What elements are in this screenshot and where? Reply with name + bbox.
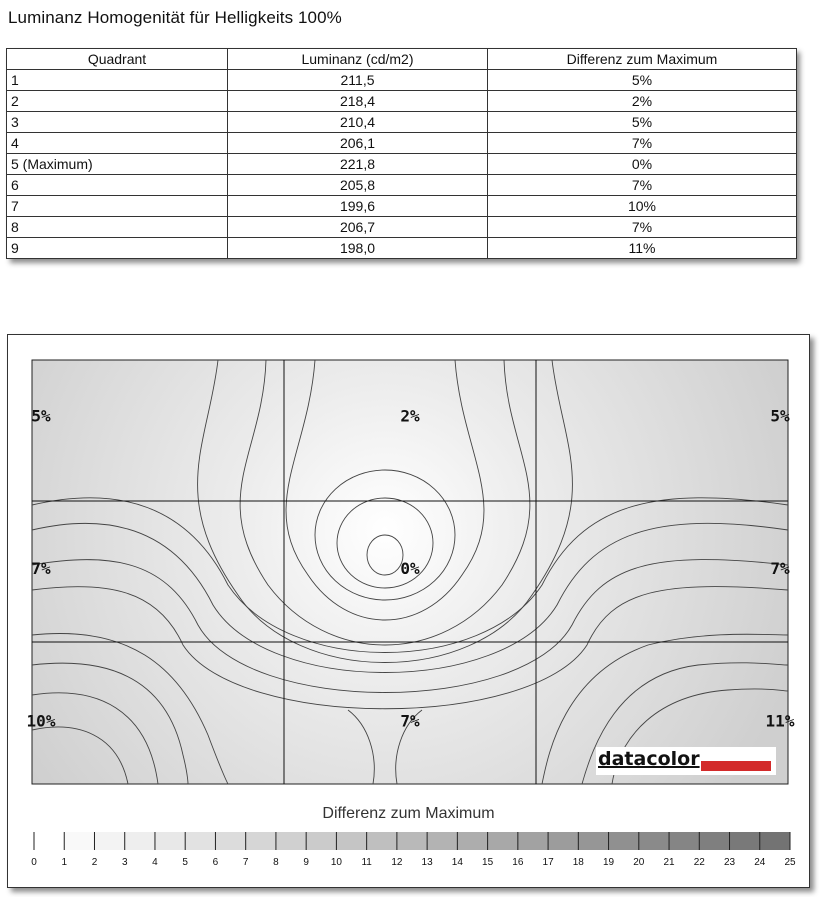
cell-luminance: 221,8 — [228, 154, 488, 175]
quadrant-label: 10% — [26, 711, 56, 731]
scale-cell — [215, 832, 245, 850]
cell-difference: 7% — [488, 217, 797, 238]
datacolor-logo-text: datacolor — [598, 748, 700, 770]
table-row — [7, 238, 797, 259]
scale-tick-label: 10 — [330, 857, 342, 868]
cell-quadrant: 9 — [7, 238, 228, 259]
cell-quadrant: 4 — [7, 133, 228, 154]
header-difference: Differenz zum Maximum — [488, 49, 797, 70]
cell-difference: 11% — [488, 238, 797, 259]
scale-cell — [276, 832, 306, 850]
scale-tick-label: 8 — [273, 857, 279, 868]
cell-luminance: 198,0 — [228, 238, 488, 259]
cell-quadrant: 8 — [7, 217, 228, 238]
scale-tick-label: 7 — [242, 857, 249, 868]
scale-cell — [64, 832, 94, 850]
scale-tick-label: 25 — [784, 857, 796, 868]
scale-cell — [306, 832, 336, 850]
scale-cell — [34, 832, 64, 850]
cell-quadrant: 2 — [7, 91, 228, 112]
cell-difference: 5% — [488, 112, 797, 133]
cell-luminance: 218,4 — [228, 91, 488, 112]
table-row — [7, 196, 797, 217]
table-row — [7, 154, 797, 175]
cell-difference: 0% — [488, 154, 797, 175]
table-row — [7, 175, 797, 196]
cell-difference: 5% — [488, 70, 797, 91]
scale-tick-label: 23 — [723, 857, 736, 868]
cell-luminance: 210,4 — [228, 112, 488, 133]
scale-tick-label: 6 — [212, 857, 219, 868]
uniformity-chart-panel — [7, 334, 810, 888]
scale-tick-label: 14 — [451, 857, 463, 868]
scale-tick-label: 9 — [303, 857, 309, 868]
scale-tick-label: 1 — [61, 857, 68, 868]
cell-quadrant: 1 — [7, 70, 228, 91]
scale-tick-label: 18 — [572, 857, 584, 868]
scale-cell — [548, 832, 578, 850]
difference-scale — [8, 335, 809, 887]
quadrant-label: 5% — [770, 406, 790, 426]
scale-tick-label: 16 — [512, 857, 524, 868]
scale-tick-label: 12 — [391, 857, 403, 868]
scale-tick-label: 3 — [121, 857, 128, 868]
quadrant-label: 11% — [765, 711, 795, 731]
luminance-table — [6, 48, 796, 259]
table-row — [7, 91, 797, 112]
cell-luminance: 199,6 — [228, 196, 488, 217]
cell-difference: 2% — [488, 91, 797, 112]
cell-difference: 7% — [488, 133, 797, 154]
cell-quadrant: 6 — [7, 175, 228, 196]
cell-difference: 10% — [488, 196, 797, 217]
scale-tick-label: 20 — [633, 857, 645, 868]
scale-tick-label: 11 — [361, 857, 372, 868]
quadrant-label: 2% — [400, 406, 420, 426]
quadrant-label: 0% — [400, 558, 420, 578]
cell-quadrant: 3 — [7, 112, 228, 133]
scale-tick-label: 24 — [754, 857, 766, 868]
scale-tick-label: 15 — [482, 857, 494, 868]
scale-cell — [427, 832, 457, 850]
scale-cell — [246, 832, 276, 850]
cell-luminance: 205,8 — [228, 175, 488, 196]
cell-luminance: 211,5 — [228, 70, 488, 91]
table-header-row — [7, 49, 797, 70]
cell-luminance: 206,1 — [228, 133, 488, 154]
scale-tick-label: 0 — [31, 857, 37, 868]
scale-cell — [94, 832, 124, 850]
quadrant-label: 7% — [770, 558, 790, 578]
table-row — [7, 70, 797, 91]
scale-cell — [760, 832, 790, 850]
scale-cell — [669, 832, 699, 850]
table-row — [7, 217, 797, 238]
scale-tick-label: 19 — [602, 857, 615, 868]
table-row — [7, 112, 797, 133]
scale-tick-label: 13 — [421, 857, 433, 868]
scale-cell — [609, 832, 639, 850]
scale-tick-label: 21 — [663, 857, 675, 868]
scale-cell — [699, 832, 729, 850]
cell-quadrant: 7 — [7, 196, 228, 217]
cell-difference: 7% — [488, 175, 797, 196]
scale-cell — [125, 832, 155, 850]
scale-cell — [578, 832, 608, 850]
scale-cell — [639, 832, 669, 850]
scale-tick-label: 17 — [542, 857, 554, 868]
scale-cell — [730, 832, 760, 850]
header-luminance: Luminanz (cd/m2) — [228, 49, 488, 70]
page-title: Luminanz Homogenität für Helligkeits 100% — [8, 8, 342, 27]
legend-title: Differenz zum Maximum — [322, 805, 495, 822]
quadrant-label: 5% — [31, 406, 51, 426]
scale-tick-label: 5 — [182, 857, 188, 868]
scale-cell — [336, 832, 366, 850]
scale-tick-label: 22 — [693, 857, 705, 868]
scale-cell — [457, 832, 487, 850]
quadrant-label: 7% — [400, 711, 420, 731]
scale-cell — [367, 832, 397, 850]
scale-tick-label: 4 — [152, 857, 158, 868]
quadrant-label: 7% — [31, 558, 51, 578]
scale-cell — [488, 832, 518, 850]
luminance-table-grid — [6, 48, 797, 259]
scale-cell — [155, 832, 185, 850]
header-quadrant: Quadrant — [7, 49, 228, 70]
scale-cell — [185, 832, 215, 850]
scale-tick-label: 2 — [91, 857, 98, 868]
scale-cell — [397, 832, 427, 850]
scale-cell — [518, 832, 548, 850]
cell-quadrant: 5 (Maximum) — [7, 154, 228, 175]
table-row — [7, 133, 797, 154]
cell-luminance: 206,7 — [228, 217, 488, 238]
